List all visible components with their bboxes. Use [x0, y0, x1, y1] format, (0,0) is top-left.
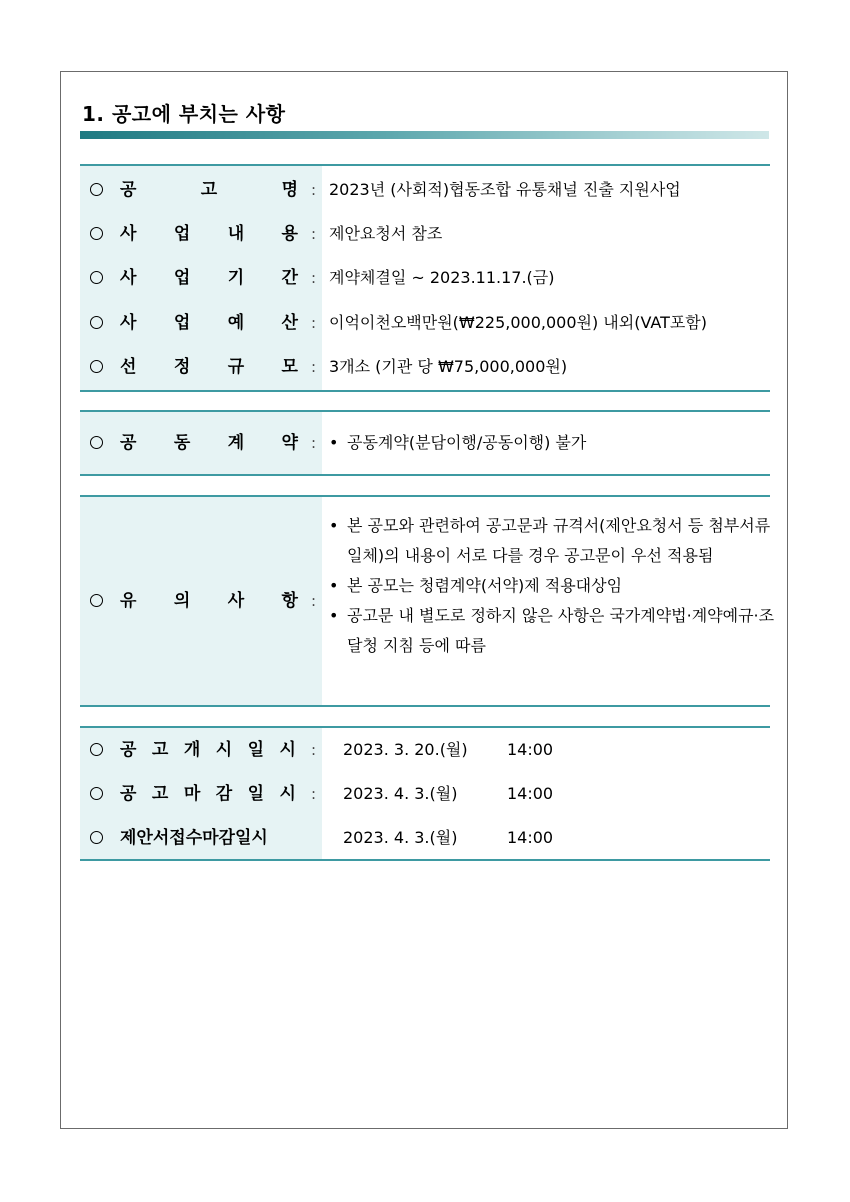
row-project-budget [80, 303, 770, 343]
row-project-period [80, 258, 770, 298]
circle-bullet-icon [90, 436, 103, 449]
row-value: 제안요청서 참조 [329, 224, 443, 243]
date-value: 2023. 4. 3.(월) [343, 828, 458, 847]
schedule-section [80, 726, 770, 861]
circle-bullet-icon [90, 594, 103, 607]
bullet-item: • 본 공모는 청렴계약(서약)제 적용대상임 [329, 571, 777, 601]
row-label: 공 고 개 시 일 시 [120, 740, 296, 760]
row-label: 공 고 마 감 일 시 [120, 784, 296, 804]
circle-bullet-icon [90, 227, 103, 240]
row-value: 계약체결일 ~ 2023.11.17.(금) [329, 268, 555, 287]
colon: : [311, 314, 317, 332]
row-selection-scale [80, 347, 770, 387]
row-label: 제안서접수마감일시 [120, 828, 268, 848]
colon: : [311, 785, 317, 803]
colon: : [311, 592, 317, 610]
row-label: 공 고 명 [120, 180, 298, 200]
time-value: 14:00 [507, 740, 554, 759]
date-value: 2023. 3. 20.(월) [343, 740, 468, 759]
date-value: 2023. 4. 3.(월) [343, 784, 458, 803]
time-value: 14:00 [507, 828, 554, 847]
bullet-list [329, 428, 586, 458]
row-announcement-end [80, 774, 770, 814]
joint-contract-section [80, 410, 770, 476]
bullet-item: • 공동계약(분담이행/공동이행) 불가 [329, 428, 586, 458]
row-label: 유 의 사 항 [120, 591, 298, 611]
row-label: 공 동 계 약 [120, 433, 298, 453]
row-announcement-name [80, 170, 770, 210]
circle-bullet-icon [90, 831, 103, 844]
bullet-dot-icon: • [329, 516, 339, 535]
circle-bullet-icon [90, 743, 103, 756]
notes-bullet-list [329, 511, 777, 661]
circle-bullet-icon [90, 316, 103, 329]
heading-underline-bar [80, 131, 769, 139]
project-info-section [80, 164, 770, 392]
row-label: 선 정 규 모 [120, 357, 298, 377]
circle-bullet-icon [90, 271, 103, 284]
section-heading: 1. 공고에 부치는 사항 [82, 102, 286, 126]
colon: : [311, 269, 317, 287]
colon: : [311, 225, 317, 243]
circle-bullet-icon [90, 787, 103, 800]
row-joint-contract [80, 423, 770, 463]
bullet-item: • 공고문 내 별도로 정하지 않은 사항은 국가계약법·계약예규·조달청 지침 등에 따름 [329, 601, 777, 661]
colon: : [311, 741, 317, 759]
row-label: 사 업 내 용 [120, 224, 298, 244]
colon: : [311, 181, 317, 199]
row-project-content [80, 214, 770, 254]
row-proposal-deadline [80, 818, 770, 858]
notes-section [80, 495, 775, 707]
row-label: 사 업 예 산 [120, 313, 298, 333]
row-value: 이억이천오백만원(₩225,000,000원) 내외(VAT포함) [329, 313, 707, 332]
bullet-dot-icon: • [329, 433, 339, 452]
colon: : [311, 358, 317, 376]
circle-bullet-icon [90, 360, 103, 373]
row-label: 사 업 기 간 [120, 268, 298, 288]
time-value: 14:00 [507, 784, 554, 803]
circle-bullet-icon [90, 183, 103, 196]
colon: : [311, 434, 317, 452]
row-value: 2023년 (사회적)협동조합 유통채널 진출 지원사업 [329, 180, 681, 199]
bullet-dot-icon: • [329, 576, 339, 595]
row-value: 3개소 (기관 당 ₩75,000,000원) [329, 357, 568, 376]
row-announcement-start [80, 730, 770, 770]
bullet-dot-icon: • [329, 606, 339, 625]
bullet-item: • 본 공모와 관련하여 공고문과 규격서(제안요청서 등 첨부서류 일체)의 내용이 서로 다를 경우 공고문이 우선 적용됨 [329, 511, 777, 571]
